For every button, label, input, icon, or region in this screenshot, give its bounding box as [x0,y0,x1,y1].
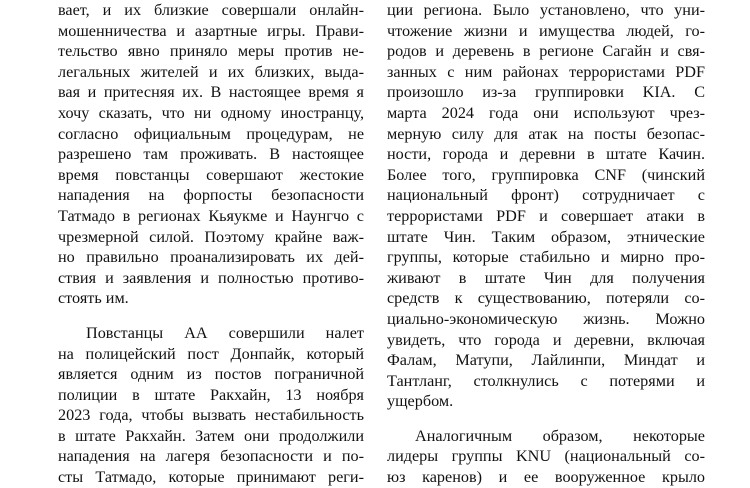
text-line: тельство явно приняло меры против не- [58,42,364,61]
text-line: вая и притесняя их. В настоящее время я [58,83,364,102]
text-line: террористами PDF и совершает атаки в [387,206,705,225]
text-line: является одним из постов пограничной [58,365,364,384]
text-line: родов и деревень в регионе Сагайн и свя- [387,42,705,61]
text-line: произошло из-за группировки KIA. С [387,83,705,102]
text-line: нападения на форпосты безопасности [58,186,364,205]
text-line: циально-экономическую жизнь. Можно [387,309,705,328]
text-line: группы, которые стабильно и мирно про- [387,248,705,267]
text-line: штате Чин. Таким образом, этнические [387,227,705,246]
text-line: национальный фронт) сотрудничает с [387,186,705,205]
text-line: занных с ним районах террористами PDF [387,62,705,81]
text-line: стоять им. [58,289,129,308]
text-line: ции региона. Было установлено, что уни- [387,1,705,19]
right-column [387,0,705,488]
text-line: мошенничества и азартные игры. Прави- [58,21,364,40]
text-line: мерную силу для атак на посты безопас- [387,124,705,143]
text-line: Фалам, Матупи, Лайлинпи, Миндат и [387,351,705,370]
text-line: время повстанцы совершают жестокие [58,165,364,184]
text-line: полиции в штате Ракхайн, 13 ноября [58,385,364,404]
right-paragraph-2 [387,426,705,488]
text-line: сты Татмадо, которые принимают реги- [58,468,364,487]
text-line: разрешено там проживать. В настоящее [58,145,364,164]
text-line: марта 2024 года они используют чрез- [387,103,705,122]
paragraph-gap [387,412,705,426]
right-paragraph-1 [387,0,705,412]
text-line: легальных жителей и их близких, выда- [58,62,364,81]
text-line: живают в штате Чин для получения [387,268,705,287]
text-line: Татмадо в регионах Кьяукме и Наунгчо с [58,206,364,225]
text-line: Тантланг, столкнулись с потерями и [387,371,705,390]
text-line: ущербом. [387,392,454,411]
text-line: согласно официальным процедурам, не [58,124,364,143]
left-column [58,0,364,488]
text-line: Более того, группировка CNF (чинский [387,165,705,184]
text-line: вает, и их близкие совершали онлайн- [58,1,364,19]
text-line: но правильно проанализировать их дей- [58,248,364,267]
paragraph-gap [58,309,364,323]
text-line: 2023 года, чтобы вызвать нестабильность [58,406,364,425]
text-line: чрезмерной силой. Поэтому крайне важ- [58,227,364,246]
text-line: нападения на лагеря безопасности и по- [58,447,364,466]
left-paragraph-1 [58,0,364,309]
text-line: ности, города и деревни в штате Качин. [387,145,705,164]
text-line: хочу сказать, что ни одному иностранцу, [58,103,364,122]
text-line: увидеть, что города и деревни, включая [387,330,705,349]
text-line: юз каренов) и ее вооруженное крыло [387,468,705,487]
text-line: лидеры группы KNU (национальный со- [387,447,705,466]
text-line: Аналогичным образом, некоторые [415,426,705,445]
text-line: чтожение жизни и имущества людей, го- [387,21,705,40]
left-paragraph-2 [58,323,364,488]
text-line: средств к существованию, потеряли со- [387,289,705,308]
text-line: на полицейский пост Донпайк, который [58,344,364,363]
text-line: ствия и заявления и полностью противо- [58,268,364,287]
text-line: в штате Ракхайн. Затем они продолжили [58,426,364,445]
text-line: Повстанцы АА совершили налет [86,323,364,342]
